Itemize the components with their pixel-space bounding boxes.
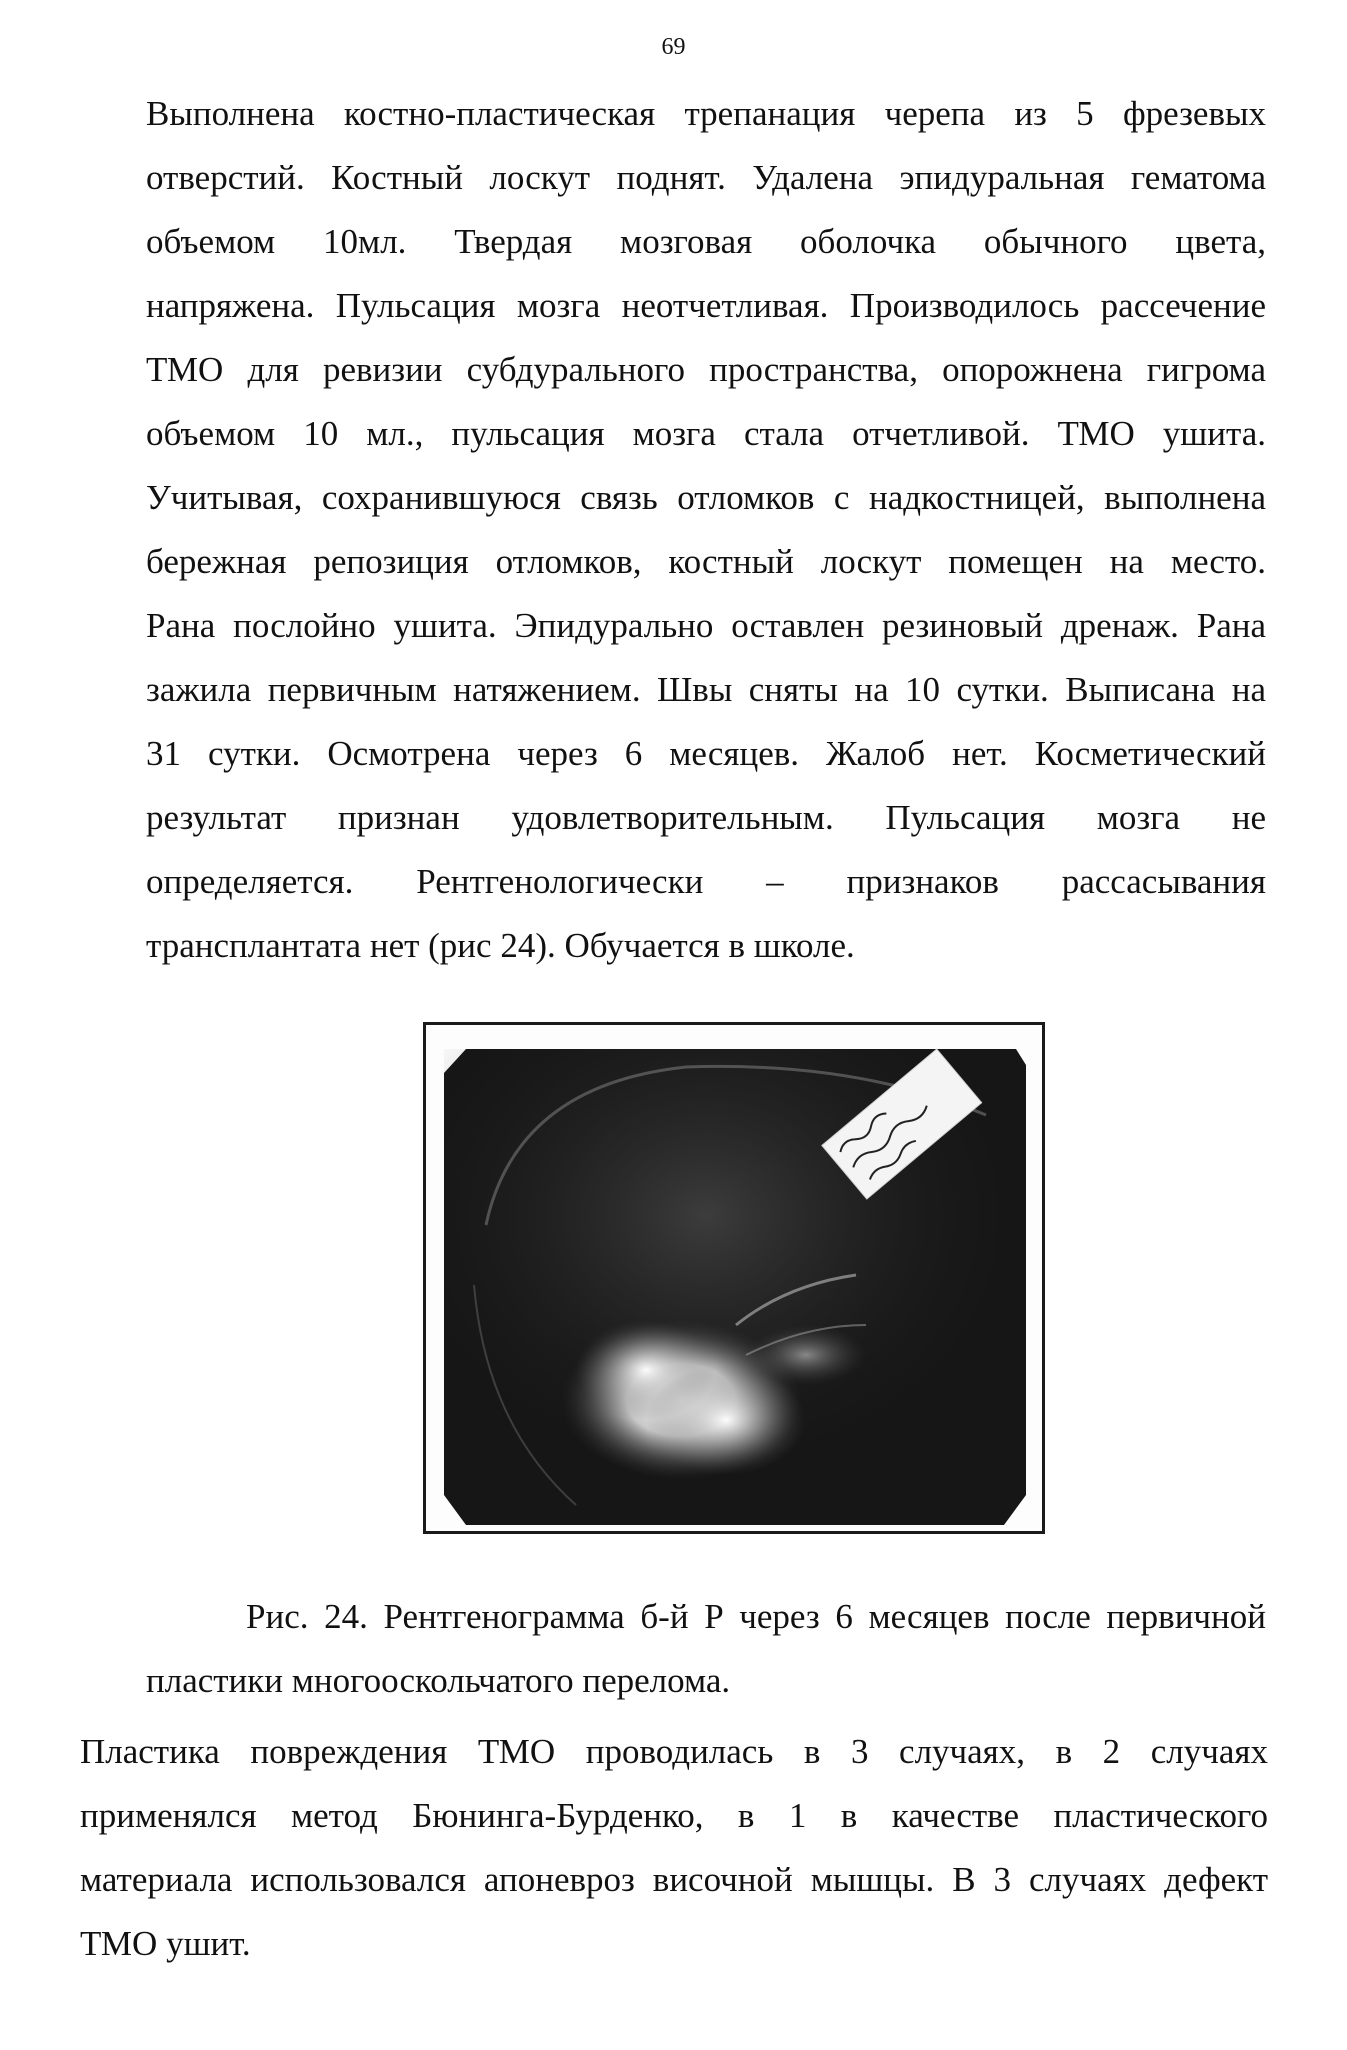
text-line: отверстий. Костный лоскут поднят. Удалена эпидуральная гематома <box>146 158 1266 197</box>
body-paragraph-2 <box>80 1720 1268 1976</box>
figure-caption <box>146 1585 1266 1713</box>
xray-figure <box>423 1022 1045 1534</box>
text-line: ТМО для ревизии субдурального пространства, опорожнена гигрома <box>146 350 1266 389</box>
page-number: 69 <box>661 34 686 60</box>
text-line: 31 сутки. Осмотрена через 6 месяцев. Жалоб нет. Косметический <box>146 734 1266 773</box>
text-line: объемом 10 мл., пульсация мозга стала отчетливой. ТМО ушита. <box>146 414 1266 453</box>
caption-line: пластики многооскольчатого перелома. <box>146 1661 731 1700</box>
text-line: объемом 10мл. Твердая мозговая оболочка обычного цвета, <box>146 222 1266 261</box>
text-line: бережная репозиция отломков, костный лоскут помещен на место. <box>146 542 1266 581</box>
text-line: зажила первичным натяжением. Швы сняты на 10 сутки. Выписана на <box>146 670 1266 709</box>
text-line: Пластика повреждения ТМО проводилась в 3 случаях, в 2 случаях <box>80 1732 1268 1771</box>
body-paragraph-1 <box>146 82 1266 978</box>
text-line: применялся метод Бюнинга-Бурденко, в 1 в качестве пластического <box>80 1796 1268 1835</box>
text-line: напряжена. Пульсация мозга неотчетливая. Производилось рассечение <box>146 286 1266 325</box>
text-line: Учитывая, сохранившуюся связь отломков с надкостницей, выполнена <box>146 478 1266 517</box>
xray-image <box>426 1025 1042 1531</box>
text-line: материала использовался апоневроз височной мышцы. В 3 случаях дефект <box>80 1860 1268 1899</box>
text-line: результат признан удовлетворительным. Пульсация мозга не <box>146 798 1266 837</box>
caption-line: Рис. 24. Рентгенограмма б-й Р через 6 месяцев после первичной <box>246 1597 1266 1636</box>
text-line: ТМО ушит. <box>80 1924 251 1963</box>
text-line: определяется. Рентгенологически – признаков рассасывания <box>146 862 1266 901</box>
text-line: трансплантата нет (рис 24). Обучается в школе. <box>146 926 855 965</box>
text-line: Выполнена костно-пластическая трепанация черепа из 5 фрезевых <box>146 94 1266 133</box>
text-line: Рана послойно ушита. Эпидурально оставлен резиновый дренаж. Рана <box>146 606 1266 645</box>
